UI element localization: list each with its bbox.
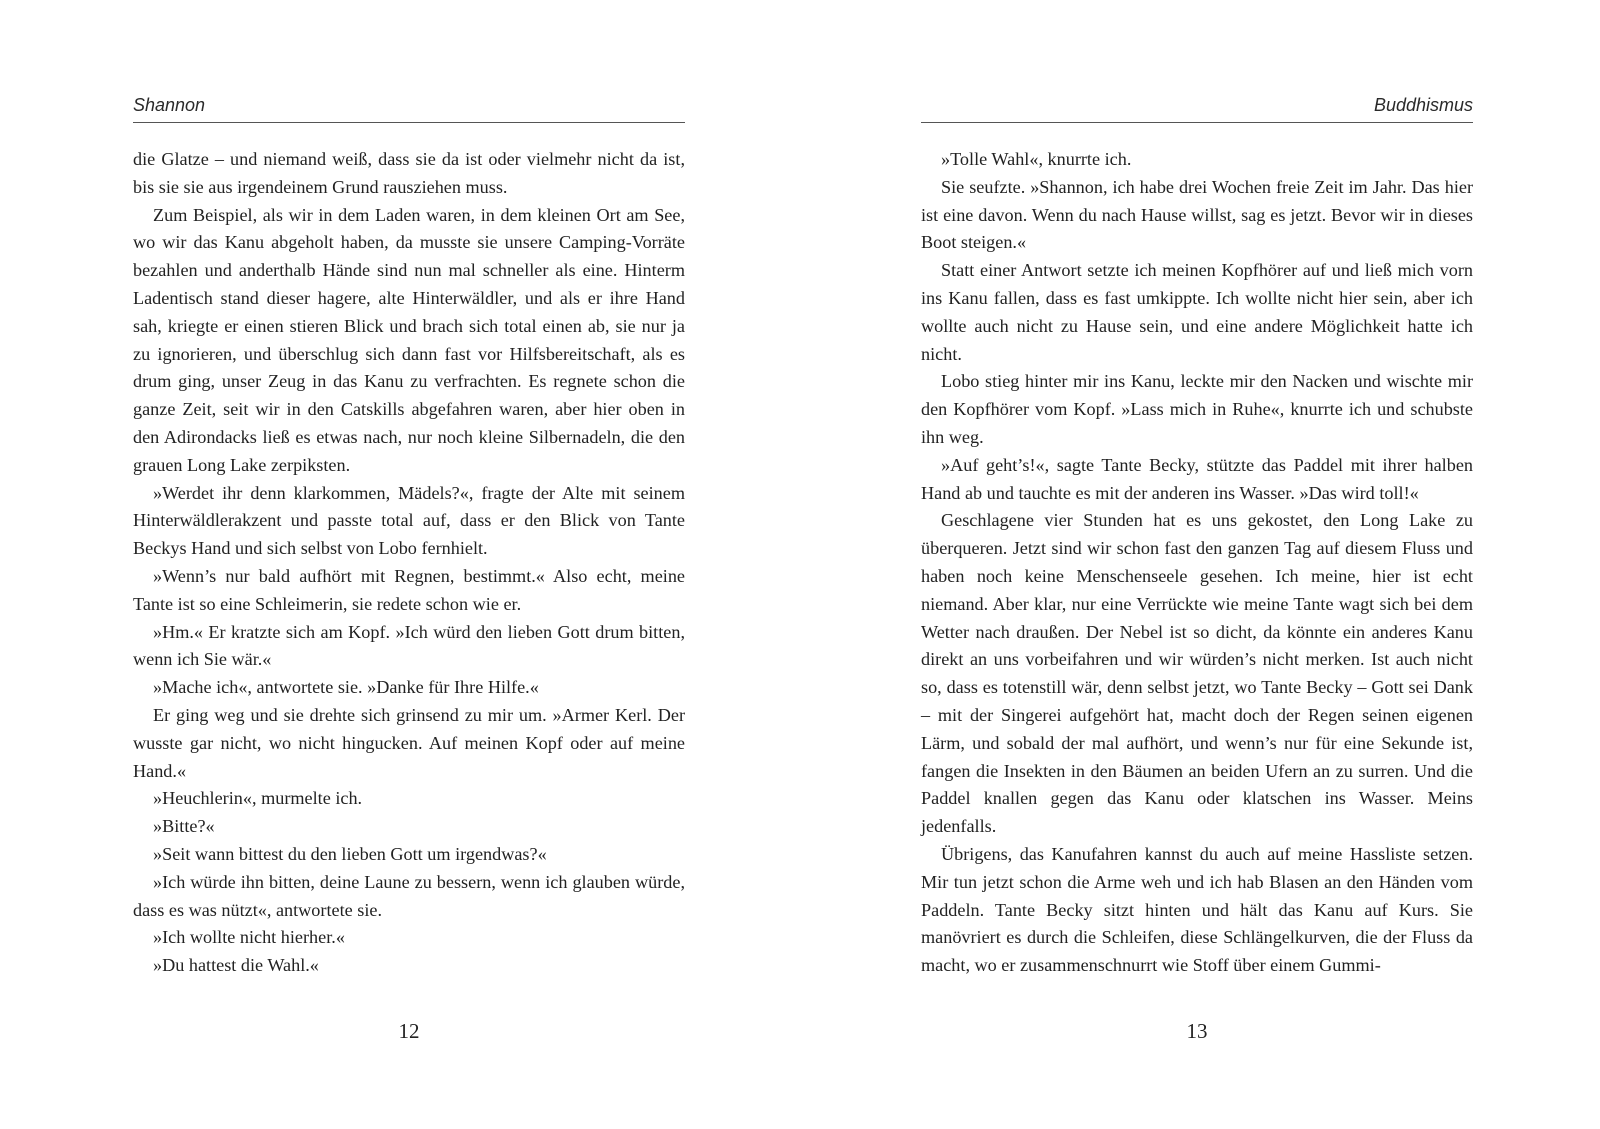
running-head-right: Buddhismus	[921, 92, 1473, 123]
paragraph: »Werdet ihr denn klarkommen, Mädels?«, fragte der Alte mit seinem Hinterwäldlerakzent und passte total auf, dass er den Blick von Tante Beckys Hand und sich selbst von Lobo fernhielt.	[133, 482, 685, 559]
left-page-body	[133, 146, 685, 980]
paragraph: »Auf geht’s!«, sagte Tante Becky, stützte das Paddel mit ihrer halben Hand ab und tauchte es mit der anderen ins Wasser. »Das wird toll!«	[921, 454, 1473, 503]
paragraph: »Bitte?«	[153, 816, 215, 837]
paragraph: »Ich würde ihn bitten, deine Laune zu bessern, wenn ich glauben würde, dass es was nützt«, antwortete sie.	[133, 871, 685, 920]
paragraph: Zum Beispiel, als wir in dem Laden waren, in dem kleinen Ort am See, wo wir das Kanu abgeholt haben, da musste sie unsere Camping-Vorräte bezahlen und anderthalb Hände sind nun mal schneller als eine. Hinterm Ladentisch stand dieser hagere, alte Hinterwäldler, und als er ihre Hand sah, kriegte er einen stieren Blick und brach sich total einen ab, sie nur ja zu ignorieren, und überschlug sich dann fast vor Hilfsbereitschaft, als es drum ging, unser Zeug in das Kanu zu verfrachten. Es regnete schon die ganze Zeit, seit wir in den Catskills abgefahren waren, aber hier oben in den Adirondacks ließ es etwas nach, nur noch kleine Silbernadeln, die den grauen Long Lake zerpiksten.	[133, 204, 685, 475]
paragraph: Übrigens, das Kanufahren kannst du auch auf meine Hassliste setzen. Mir tun jetzt schon die Arme weh und ich hab Blasen an den Händen vom Paddeln. Tante Becky sitzt hinten und hält das Kanu auf Kurs. Sie manövriert es durch die Schleifen, diese Schlängelkurven, die der Fluss da macht, wo er zusammenschnurrt wie Stoff über einem Gummi-	[921, 843, 1473, 976]
page-number-right: 13	[1186, 1019, 1208, 1043]
paragraph: »Du hattest die Wahl.«	[153, 955, 319, 976]
left-page	[133, 0, 685, 1129]
right-page-body	[921, 146, 1473, 980]
paragraph: »Ich wollte nicht hierher.«	[153, 927, 345, 948]
paragraph: »Seit wann bittest du den lieben Gott um irgendwas?«	[153, 843, 547, 864]
paragraph: Lobo stieg hinter mir ins Kanu, leckte mir den Nacken und wischte mir den Kopfhörer vom Kopf. »Lass mich in Ruhe«, knurrte ich und schubste ihn weg.	[921, 371, 1473, 447]
paragraph: Statt einer Antwort setzte ich meinen Kopfhörer auf und ließ mich vorn ins Kanu fallen, dass es fast umkippte. Ich wollte nicht hier sein, aber ich wollte auch nicht zu Hause sein, und eine andere Möglichkeit hatte ich nicht.	[921, 260, 1473, 364]
paragraph: »Wenn’s nur bald aufhört mit Regnen, bestimmt.« Also echt, meine Tante ist so eine Schleimerin, sie redete schon wie er.	[133, 565, 685, 614]
right-page	[921, 0, 1473, 1129]
paragraph: Geschlagene vier Stunden hat es uns gekostet, den Long Lake zu überqueren. Jetzt sind wir schon fast den ganzen Tag auf diesem Fluss und haben noch keine Menschenseele gesehen. Ich meine, hier ist echt niemand. Aber klar, nur eine Verrückte wie meine Tante wagt sich bei dem Wetter nach draußen. Der Nebel ist so dicht, da könnte ein anderes Kanu direkt an uns vorbeifahren und wir würden’s nicht merken. Ist auch nicht so, dass es totenstill wär, denn selbst jetzt, wo Tante Becky – Gott sei Dank – mit der Singerei aufgehört hat, macht doch der Regen seinen eigenen Lärm, und sobald der mal aufhört, und wenn’s nur für eine Sekunde ist, fangen die Insekten in den Bäumen an beiden Ufern an zu surren. Und die Paddel knallen gegen das Kanu oder klatschen ins Wasser. Meins jedenfalls.	[921, 510, 1473, 837]
paragraph: die Glatze – und niemand weiß, dass sie da ist oder vielmehr nicht da ist, bis sie sie aus irgendeinem Grund rausziehen muss.	[133, 149, 685, 197]
paragraph: »Tolle Wahl«, knurrte ich.	[941, 149, 1132, 169]
paragraph: »Hm.« Er kratzte sich am Kopf. »Ich würd den lieben Gott drum bitten, wenn ich Sie wär.«	[133, 621, 685, 670]
paragraph: Sie seufzte. »Shannon, ich habe drei Wochen freie Zeit im Jahr. Das hier ist eine davon. Wenn du nach Hause willst, sag es jetzt. Bevor wir in dieses Boot steigen.«	[921, 176, 1473, 253]
paragraph: »Heuchlerin«, murmelte ich.	[153, 788, 363, 809]
running-head-left: Shannon	[133, 92, 685, 123]
paragraph: Er ging weg und sie drehte sich grinsend zu mir um. »Armer Kerl. Der wusste gar nicht, wo nicht hingucken. Auf meinen Kopf oder auf meine Hand.«	[133, 704, 685, 781]
page-number-left: 12	[398, 1019, 420, 1043]
paragraph: »Mache ich«, antwortete sie. »Danke für Ihre Hilfe.«	[153, 677, 539, 698]
